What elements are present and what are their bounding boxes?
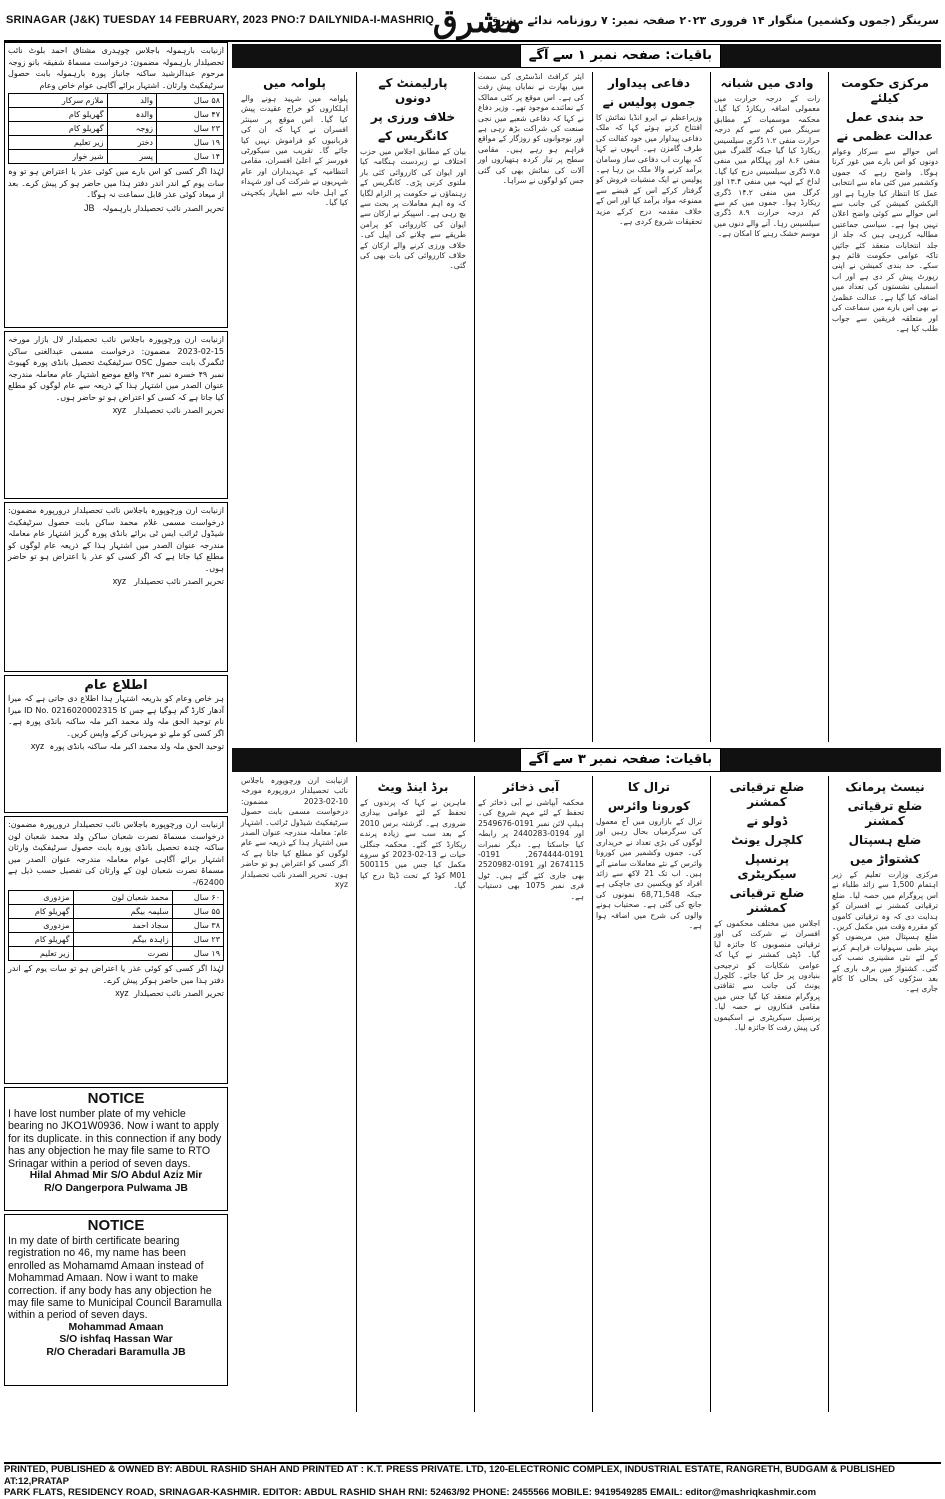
- news-column: [238, 776, 351, 1412]
- news-headline: نیسٹ پرمانک: [845, 780, 925, 794]
- heirs-table: [8, 93, 224, 164]
- heir-cell: زوجہ: [107, 122, 156, 136]
- heir-row: [9, 947, 224, 961]
- news-body: محکمہ آبپاشی نے آبی ذخائر کے تحفظ کے لئے مہم شروع کی۔ ہیلپ لائن نمبر 0191-2549676 اور 0194-2440283 پر رابطہ کیا جاسکتا ہے۔ دیگر نمبرات 0191-2674444, 0191-2674115 اور 0191-2520982 بھی جاری کئے گئے ہیں۔ ٹول فری نمبر 1075 بھی دستیاب ہے۔: [478, 798, 584, 901]
- heir-cell: ۱۴ سال: [157, 150, 224, 164]
- heir-cell: ۶۰ سال: [172, 891, 223, 905]
- signatory: تحریر الصدر نائب تحصیلدار: [133, 406, 224, 415]
- notice-signature: [8, 576, 224, 586]
- notice-address: R/O Dangerpora Pulwama JB: [44, 1182, 188, 1194]
- news-headline: کانگریس کے: [377, 129, 449, 143]
- section-title: باقیات: صفحہ نمبر ۱ سے آگے: [520, 44, 721, 68]
- heir-cell: ۴۷ سال: [157, 108, 224, 122]
- heir-cell: گھریلو کام: [9, 122, 108, 136]
- heir-cell: زیر تعلیم: [9, 947, 74, 961]
- news-body: ایئر کرافٹ انڈسٹری کی سمت میں بھارت نے نمایاں پیش رفت کی ہے۔ اس موقع پر کئی ممالک کے نمائندے موجود تھے۔ وزیر دفاع نے کہا کہ دفاعی شعبے میں نجی صنعت کی شراکت بڑھ رہی ہے اور نوجوانوں کو روزگار کے مواقع فراہم ہو رہے ہیں۔ مقامی سطح پر تیار کردہ ہتھیاروں اور آلات کی نمائش بھی کی گئی جس کو لوگوں نے سراہا۔: [478, 72, 584, 186]
- news-headline: ضلع ترقیاتی کمشنر: [729, 780, 805, 809]
- heir-cell: مزدوری: [9, 919, 74, 933]
- heir-row: [9, 150, 224, 164]
- heir-cell: نصرت: [73, 947, 172, 961]
- notice-body: I have lost number plate of my vehicle bearing no JKO1W0936. Now i want to apply for its duplicate. in this connection if any body has any objection he may file same to RTO Srinagar within a period of seven days.: [8, 1108, 222, 1170]
- signatory: تحریر الصدر نائب تحصیلدار: [133, 577, 224, 586]
- news-headline: جموں پولیس نے: [602, 95, 696, 109]
- signatory: تحریر الصدر نائب تحصیلدار بارہمولہ: [102, 203, 224, 213]
- notice-text: ازنیابت ارن ورچوپورہ باجلاس نائب تحصیلدار درورپورہ مضمون: درخواست مسمی غلام محمد ساکن بابت حصول سرٹیفکیٹ شیڈول ٹرائب ایس ٹی برائے بانڈی پورہ گریز اشتہار عام معاملہ مندرجہ عنوان الصدر میں اشتہار ہذا کے ذریعہ عام لوگوں کو مطلع کیا جاتا ہے کہ اگر کسی کو عذر یا اعتراض ہو تو حاضر ہوں۔: [8, 506, 224, 573]
- notice-heirs-baramulla: [4, 42, 228, 328]
- news-column: [474, 776, 587, 1412]
- heir-cell: والدہ: [107, 108, 156, 122]
- heir-cell: ۲۳ سال: [172, 933, 223, 947]
- heir-cell: ملازم سرکار: [9, 94, 108, 108]
- news-headline: دفاعی پیداوار: [608, 76, 690, 90]
- notice-public-information: [4, 675, 228, 813]
- news-headline: پلوامہ میں: [263, 76, 326, 90]
- notice-text: ازنیابت بارہمولہ باجلاس چوہدری مشتاق احمد بلوٹ نائب تحصیلدار بارہمولہ مضمون: درخواست مسماۃ شفیقہ بانو زوجہ مرحوم عبدالرشید ساکنہ جانباز پورہ بارہمولہ بابت حصول سرٹیفکیٹ وارثان۔ اشتہار برائے آگاہی عوام خاص وعام: [8, 46, 224, 90]
- heir-cell: ۳۸ سال: [172, 919, 223, 933]
- newspaper-logo: مشرق: [432, 2, 522, 40]
- news-headline: کشتواڑ میں: [850, 852, 920, 866]
- news-headline: پرنسپل سیکریٹری: [737, 852, 797, 881]
- notice-birth-certificate: [4, 1214, 228, 1386]
- section-band-bottom: [232, 748, 941, 772]
- news-column: [710, 72, 823, 742]
- news-column: [592, 776, 705, 1412]
- notice-title: NOTICE: [87, 1217, 145, 1234]
- notice-code: xyz: [112, 405, 127, 415]
- news-headline: ڈولو نے: [746, 814, 788, 828]
- notice-signature: [8, 988, 224, 998]
- notice-text: ازنیابت ارن ورچوپورہ باجلاس نائب تحصیلدار درورپورہ مضمون: درخواست مسماۃ نصرت شعبان ساکن ولد محمد شعبان لون ساکنہ چندہ تحصیل بانڈی پورہ بابت حصول سرٹیفکیٹ وارثان اشتہار برائے آگاہی عوام معاملہ مندرجہ عنوان الصدر میں مسماۃ نصرت شعبان لون کے وارثان کی تفصیل حسب ذیل ہے 62400/-: [8, 820, 224, 887]
- signatory: تحریر الصدر نائب تحصیلدار: [133, 989, 224, 998]
- notice-signature: [8, 741, 224, 751]
- heir-row: [9, 94, 224, 108]
- heir-row: [9, 122, 224, 136]
- notice-code: xyz: [112, 576, 127, 586]
- heir-cell: والد: [107, 94, 156, 108]
- heir-cell: گھریلو کام: [9, 933, 74, 947]
- news-column: [238, 72, 351, 742]
- news-headline: خلاف ورزی پر: [370, 110, 456, 124]
- notice-body: In my date of birth certificate bearing registration no 46, my name has been enrolled as Mohamamd Amaan instead of Mohammad Amaan. Now i want to make correction. if any body has any objection he may file same to Municipal Council Baramulla within a period of seven days.: [8, 1235, 222, 1322]
- notice-text: ازنیابت ارن ورچوپورہ باجلاس نائب تحصیلدار لال بازار مورخہ 15-02-2023 مضمون: درخواست مسمی عبدالغنی ساکن ٹنگمرگ بابت حصول OSC سرٹیفکیٹ تحصیل بانڈی پورہ کھیوٹ نمبر ۴۹ خسرہ نمبر ۲۹۴ واقع موضع اشتہار عام معاملہ مندرجہ عنوان الصدر میں اشتہار ہذا کے ذریعہ سے عام لوگوں کو مطلع کیا جاتا ہے کہ کسی کو اعتراض ہو تو حاضر ہوں۔: [8, 335, 224, 402]
- heir-row: [9, 919, 224, 933]
- heir-cell: پسر: [107, 150, 156, 164]
- heir-row: [9, 108, 224, 122]
- notice-title: NOTICE: [87, 1090, 145, 1107]
- notice-lost-number-plate: [4, 1087, 228, 1211]
- news-column: [356, 72, 469, 742]
- imprint-footer: [4, 1462, 941, 1498]
- bottom-columns: [232, 776, 941, 1412]
- heir-cell: سلیمہ بیگم: [73, 905, 172, 919]
- news-body: پلوامہ میں شہید ہونے والے اہلکاروں کو خراج عقیدت پیش کیا گیا۔ اس موقع پر سینئر افسران نے کہا کہ ان کی قربانیوں کو فراموش نہیں کیا جائے گا۔ تقریب میں سیکورٹی فورسز کے اعلیٰ افسران، مقامی انتظامیہ کے عہدیداران اور عام شہریوں نے شرکت کی اور شہداء کے اہل خانہ سے اظہار یکجہتی کیا گیا۔: [241, 94, 348, 208]
- news-body: وزیراعظم نے ایرو انڈیا نمائش کا افتتاح کرتے ہوئے کہا کہ ملک دفاعی پیداوار میں خود کفالت کی طرف گامزن ہے۔ انہوں نے کہا کہ بھارت اب دفاعی ساز وسامان برآمد کرنے والا ملک بن رہا ہے۔ پولیس نے ایک منشیات فروش کو گرفتار کرکے اس کے قبضے سے ممنوعہ مواد برآمد کیا اور اس کے خلاف مقدمہ درج کرکے مزید تحقیقات شروع کردی ہے۔: [596, 113, 702, 227]
- heir-cell: ۲۳ سال: [157, 122, 224, 136]
- heir-cell: ۵۵ سال: [172, 905, 223, 919]
- news-body: رات کے درجہ حرارت میں معمولی اضافہ ریکارڈ کیا گیا۔ محکمہ موسمیات کے مطابق سرینگر میں کم سے کم درجہ حرارت منفی ۱.۲ ڈگری سیلسیس ریکارڈ کیا گیا جبکہ گلمرگ میں منفی ۸.۶ اور پہلگام میں منفی ۷.۵ ڈگری سیلسیس درج کیا گیا۔ لداخ کے لیہہ میں منفی ۱۳.۴ اور کرگل میں منفی ۱۴.۲ ڈگری ریکارڈ ہوا۔ جموں میں کم سے کم درجہ حرارت ۸.۹ ڈگری سیلسیس رہا۔ آنے والے دنوں میں موسم خشک رہنے کا امکان ہے۔: [714, 94, 821, 239]
- heir-cell: زاہدہ بیگم: [73, 933, 172, 947]
- news-column: [828, 72, 941, 742]
- section-band-top: [232, 44, 941, 68]
- notice-code: xyz: [30, 741, 45, 751]
- notices-column: [4, 42, 228, 1414]
- news-headline: کلچرل یونٹ: [731, 833, 803, 847]
- news-headline: وادی میں شبانہ: [720, 76, 814, 90]
- news-column: [828, 776, 941, 1412]
- heir-cell: گھریلو کام: [9, 108, 108, 122]
- notice-tail: لہٰذا اگر کسی کو کوئی عذر یا اعتراض ہو تو سات یوم کے اندر دفتر ہذا میں حاضر ہوکر پیش کرے۔: [8, 964, 224, 985]
- notice-st-certificate: [4, 502, 228, 672]
- news-headline: ضلع ہسپتال: [848, 833, 922, 847]
- news-body: بیان کے مطابق اجلاس میں حزب اختلاف نے زبردست ہنگامہ کیا اور ایوان کی کارروائی کئی بار ملتوی کرنی پڑی۔ کانگریس کے رہنماؤں نے حکومت پر الزام لگایا کہ وہ اہم معاملات پر بحث سے بچ رہی ہے۔ اسپیکر نے ارکان سے ایوان کی کارروائی کو پرامن طریقے سے چلانے کی اپیل کی۔ خلاف ورزی کرنے والے ارکان کے خلاف کارروائی کی بات بھی کی گئی۔: [360, 147, 466, 271]
- notice-name: Mohammad Amaan: [68, 1321, 164, 1333]
- notice-text: ہر خاص وعام کو بذریعہ اشتہار ہذا اطلاع دی جاتی ہے کہ میرا آدھار کارڈ گم ہوگیا ہے جس کا ID No. 0216020002315 میرا نام توحید الحق ملہ ولد محمد اکبر ملہ ساکنہ بانڈی پورہ ہے۔ اگر کسی کو ملے تو مہربانی کرکے واپس کریں۔: [8, 694, 224, 738]
- news-body: اجلاس میں مختلف محکموں کے افسران نے شرکت کی اور ترقیاتی منصوبوں کا جائزہ لیا گیا۔ ڈپٹی کمشنر نے کہا کہ عوامی شکایات کو ترجیحی بنیادوں پر حل کیا جائے۔ کلچرل یونٹ کی جانب سے ثقافتی پروگرام منعقد کیا گیا جس میں مقامی فنکاروں نے حصہ لیا۔ پرنسپل سیکریٹری نے اسکیموں کی پیش رفت کا جائزہ لیا۔: [714, 919, 820, 1033]
- news-headline: حد بندی عمل: [845, 110, 925, 124]
- section-title: باقیات: صفحہ نمبر ۳ سے آگے: [520, 748, 721, 772]
- top-columns: [232, 72, 941, 742]
- masthead-dateline: SRINAGAR (J&K) TUESDAY 14 FEBRUARY, 2023 PNO:7 DAILYNIDA-I-MASHRIQ: [6, 14, 435, 26]
- masthead: [4, 4, 941, 42]
- heir-cell: مزدوری: [9, 891, 74, 905]
- heir-cell: سجاد احمد: [73, 919, 172, 933]
- notice-tail: لہٰذا اگر کسی کو اس بارے میں کوئی عذر یا اعتراض ہو تو وہ سات یوم کے اندر اندر دفتر ہذا میں حاضر ہو کر پیش کرے۔ بعد از میعاد کوئی عذر قابل سماعت نہ ہوگا۔: [8, 167, 224, 199]
- notice-code: xyz: [115, 988, 129, 998]
- news-body: اس حوالے سے سرکار وعوام دونوں کو اس بارے میں غور کرنا ہوگا۔ واضح رہے کہ جموں وکشمیر میں کئی ماہ سے انتخابی عمل کا انتظار کیا جارہا ہے اور الیکشن کمیشن کی جانب سے اس حوالے سے کوئی واضح اعلان نہیں ہوا ہے۔ سیاسی جماعتیں مطالبہ کررہی ہیں کہ جلد از جلد انتخابات منعقد کئے جائیں تاکہ عوامی حکومت قائم ہو سکے۔ حد بندی کمیشن نے اپنی رپورٹ پیش کر دی ہے اور اب اسمبلی نشستوں کی تعداد میں اضافہ کیا گیا ہے۔ عدالت عظمیٰ نے بھی اس بارے میں سماعت کی اور متعلقہ فریقین سے جواب طلب کیا ہے۔: [832, 147, 938, 333]
- imprint-line-1: PRINTED, PUBLISHED & OWNED BY: ABDUL RASHID SHAH AND PRINTED AT : K.T. PRESS PRIVATE. LTD, 120-ELECTRONIC COMPLEX, INDUSTRIAL ESTATE, RANGRETH, BUDGAM & PUBLISHED AT:12,PRATAP: [4, 1464, 895, 1487]
- notice-code: JB: [84, 202, 95, 213]
- notice-signature: [8, 203, 224, 213]
- heir-cell: ۵۸ سال: [157, 94, 224, 108]
- masthead-urdu-dateline: سرینگر (جموں وکشمیر) منگوار ۱۴ فروری ۲۰۲۳ صفحہ نمبر: ۷ روزنامہ ندائے مشرق: [489, 14, 939, 27]
- heir-row: [9, 136, 224, 150]
- heir-cell: ۱۹ سال: [172, 947, 223, 961]
- news-headline: کورونا وائرس: [607, 799, 691, 813]
- news-headline: آبی ذخائر: [502, 780, 560, 794]
- news-headline: برڈ اینڈ ویٹ: [377, 780, 449, 794]
- news-column: [474, 72, 587, 742]
- news-body: مرکزی وزارت تعلیم کے زیر اہتمام 1,500 سے زائد طلباء نے اس پروگرام میں حصہ لیا۔ ضلع ترقیاتی کمشنر نے افسران کو ہدایت دی کہ وہ ترقیاتی کاموں کو مقررہ وقت میں مکمل کریں۔ ضلع ہسپتال میں مریضوں کو بہتر طبی سہولیات فراہم کرنے کے لئے نئی مشینری نصب کی گئی۔ کشتواڑ میں برف باری کے بعد سڑکوں کی بحالی کا کام جاری ہے۔: [832, 870, 938, 994]
- heir-cell: دختر: [107, 136, 156, 150]
- news-body: ماہرین نے کہا کہ پرندوں کے تحفظ کے لئے عوامی بیداری ضروری ہے۔ گزشتہ برس 2010 کے بعد سب سے زیادہ پرندے ریکارڈ کئے گئے۔ محکمہ جنگلی حیات نے 13-02-2023 کو سروے مکمل کیا جس میں 500115 M01 کوڈ کے تحت ڈیٹا درج کیا گیا۔: [360, 798, 466, 891]
- news-column: [710, 776, 823, 1412]
- signatory: توحید الحق ملہ ولد محمد اکبر ملہ ساکنہ بانڈی پورہ: [49, 742, 224, 751]
- notice-osc-certificate: [4, 331, 228, 499]
- heir-cell: محمد شعبان لون: [73, 891, 172, 905]
- heirs-table: [8, 890, 224, 961]
- news-column: [356, 776, 469, 1412]
- heir-row: [9, 905, 224, 919]
- notice-signature: [8, 405, 224, 415]
- notice-father: S/O ishfaq Hassan War: [59, 1334, 173, 1346]
- notice-heirs-chanda: [4, 816, 228, 1084]
- news-body: ترال کے بازاروں میں آج معمول کی سرگرمیاں بحال رہیں اور لوگوں کی بڑی تعداد نے خریداری کی۔ جموں وکشمیر میں کورونا وائرس کے نئے معاملات سامنے آئے ہیں۔ اب تک 21 لاکھ سے زائد افراد کو ویکسین دی جاچکی ہے جبکہ 68,71,548 نمونوں کی جانچ کی گئی ہے۔ صحتیاب ہونے والوں کی شرح میں اضافہ ہوا ہے۔: [596, 817, 703, 931]
- heir-cell: زیر تعلیم: [9, 136, 108, 150]
- news-headline: ضلع ترقیاتی کمشنر: [847, 799, 923, 828]
- heir-cell: گھریلو کام: [9, 905, 74, 919]
- news-column: [592, 72, 705, 742]
- main-news-area: [232, 42, 941, 1414]
- heir-row: [9, 891, 224, 905]
- news-headline: مرکزی حکومت کیلئے: [841, 76, 929, 105]
- notice-address: R/O Cheradari Baramulla JB: [46, 1346, 186, 1358]
- notice-title: اطلاع عام: [84, 678, 148, 693]
- news-headline: ترال کا: [627, 780, 671, 794]
- news-headline: ضلع ترقیاتی کمشنر: [729, 886, 805, 915]
- news-body: ازنیابت ارن ورچوپورہ باجلاس نائب تحصیلدار درورپورہ مورخہ 10-02-2023 مضمون: درخواست مسمی بابت حصول سرٹیفکیٹ شیڈول ٹرائب۔ اشتہار عام: معاملہ مندرجہ عنوان الصدر میں اشتہار ہذا کے ذریعہ سے عام لوگوں کو مطلع کیا جاتا ہے کہ اگر کسی کو اعتراض ہو تو حاضر ہوں۔ تحریر الصدر نائب تحصیلدار xyz: [241, 776, 348, 890]
- heir-cell: شیر خوار: [9, 150, 108, 164]
- news-headline: عدالت عظمی نے: [836, 129, 934, 143]
- imprint-line-2: PARK FLATS, RESIDENCY ROAD, SRINAGAR-KASHMIR. EDITOR: ABDUL RASHID SHAH RNI: 52463/92 PHONE: 2455566 MOBILE: 9419549285 EMAIL: editor@mashriqkashmir.com: [4, 1487, 817, 1498]
- heir-row: [9, 933, 224, 947]
- notice-name: Hilal Ahmad Mir S/O Abdul Aziz Mir: [29, 1170, 203, 1182]
- heir-cell: ۱۹ سال: [157, 136, 224, 150]
- news-headline: پارلیمنٹ کے دونوں: [378, 76, 448, 105]
